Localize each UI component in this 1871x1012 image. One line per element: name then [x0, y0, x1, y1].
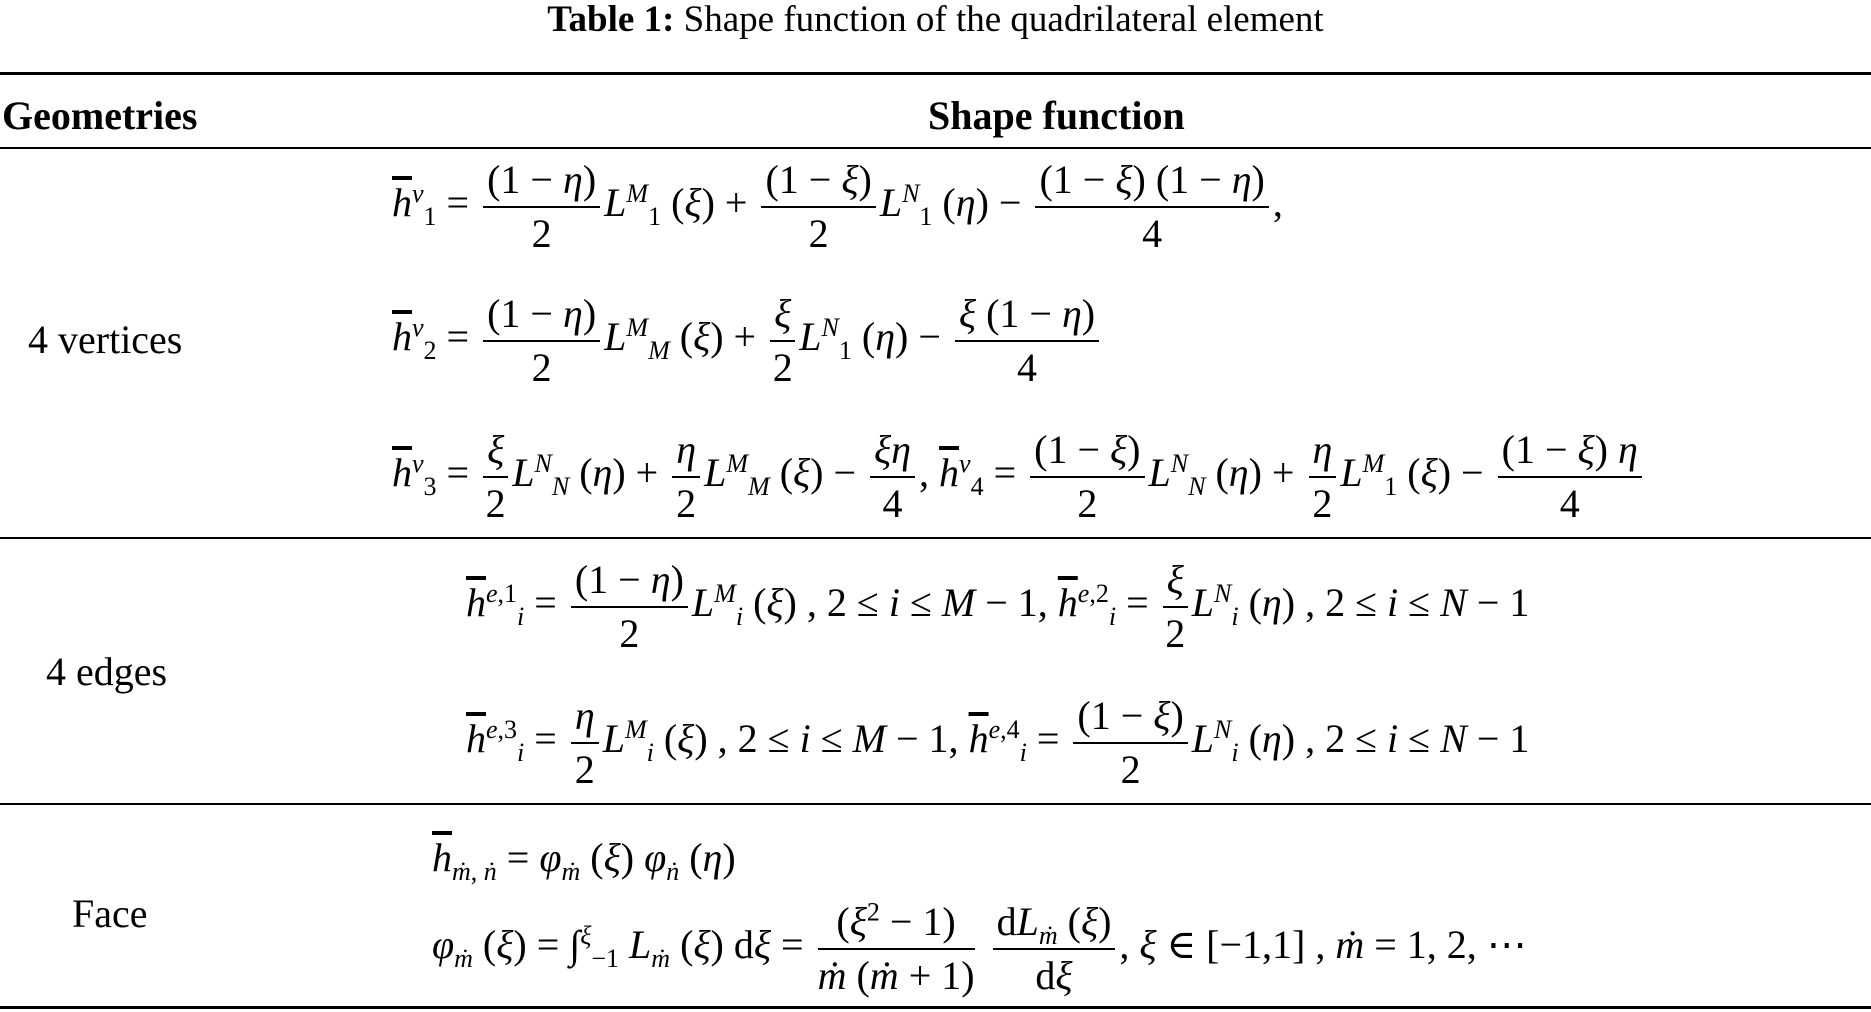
header-shape-function: Shape function	[928, 93, 1185, 138]
top-rule	[0, 72, 1871, 75]
table-caption-text: Shape function of the quadrilateral element	[683, 0, 1324, 40]
table-caption	[0, 0, 1871, 40]
formula-face-2: $\varphi_ṁ$ (ξ) = ∫$^\xi_{-1}$ $L_ṁ$ (ξ) dξ = $\frac{(\xi^2 - 1)}{\text{ṁ (ṁ + 1)}}$ $\frac{dL_ṁ (\xi)}{d\xi}$ , ξ ∈ [−1,1] , ṁ = 1, 2, ⋯	[432, 897, 1527, 998]
formula-face-1: $\overline{h}_{ṁ, ṅ} = \varphi_ṁ$ (ξ) $\varphi_ṅ$ (η)	[432, 835, 736, 886]
formula-edge-1-2: $\overline{h}^{e,1}_i$ = $\frac{(1 - \eta)}{2}$ $L^M_i$ (ξ) , 2 ≤ i ≤ M − 1, $\overline{h}^{e,2}_i$ = $\frac{\xi}{2}$ $L^N_i$ (η) , 2 ≤ i ≤ N − 1	[466, 557, 1530, 656]
row-face-label: Face	[72, 891, 148, 936]
bottom-rule	[0, 1006, 1871, 1009]
formula-vertex-3-4: $\overline{h}^v_3$ = $\frac{\xi}{2}$ $L^N_N$ (η) + $\frac{\eta}{2}$ $L^M_M$ (ξ) − $\frac{\xi\eta}{4}$ , $\overline{h}^v_4$ = $\frac{(1 - \xi)}{2}$ $L^N_N$ (η) + $\frac{\eta}{2}$ $L^M_1$ (ξ) − $\frac{(1 - \xi) \eta}{4}$	[392, 428, 1646, 526]
row-edges-label: 4 edges	[46, 649, 168, 694]
header-geometries: Geometries	[2, 93, 198, 138]
formula-vertex-1: $\overline{h}^v_1$ = $\frac{(1 - \eta)}{2}$ $L^M_1$ (ξ) + $\frac{(1 - \xi)}{2}$ $L^N_1$ (η) − $\frac{(1 - \xi) (1 - \eta)}{4}$ ,	[392, 157, 1283, 256]
formula-edge-3-4: $\overline{h}^{e,3}_i$ = $\frac{\eta}{2}$ $L^M_i$ (ξ) , 2 ≤ i ≤ M − 1, $\overline{h}^{e,4}_i$ = $\frac{(1 - \xi)}{2}$ $L^N_i$ (η) , 2 ≤ i ≤ N − 1	[466, 693, 1530, 792]
row-divider-2	[0, 803, 1871, 805]
row-divider-1	[0, 537, 1871, 539]
table-caption-label: Table 1:	[547, 0, 675, 40]
formula-vertex-2: $\overline{h}^v_2$ = $\frac{(1 - \eta)}{2}$ $L^M_M$ (ξ) + $\frac{\xi}{2}$ $L^N_1$ (η) − $\frac{\xi (1 - \eta)}{4}$	[392, 292, 1103, 390]
row-vertices-label: 4 vertices	[28, 317, 183, 362]
header-rule	[0, 147, 1871, 149]
